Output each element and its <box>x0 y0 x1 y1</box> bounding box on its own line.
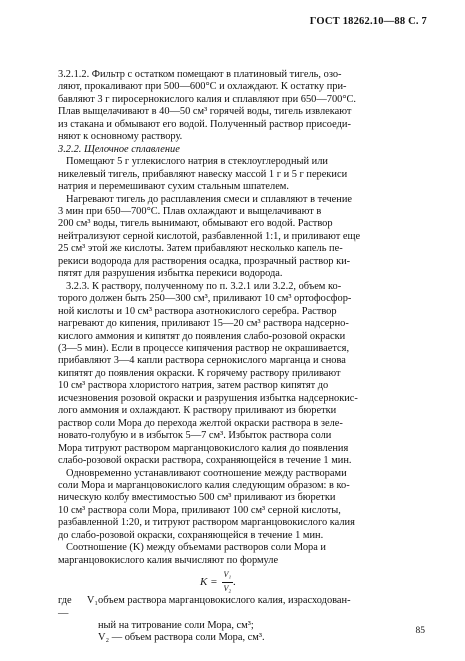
text-line: нагревают до кипения, приливают 15—20 см³ раствора надсерно- <box>58 318 349 330</box>
text-line: ляют, прокаливают при 500—600°С и охлаждают. К остатку при- <box>58 81 347 93</box>
text-line: рекиси водорода для растворения осадка, прозрачный раствор ки- <box>58 255 351 267</box>
legend-v1-text: объем раствора марганцовокислого калия, израсходован- <box>98 595 351 607</box>
text-line: соли Мора и марганцовокислого калия следующим образом: в ко- <box>58 479 350 491</box>
legend-where <box>58 595 98 620</box>
text-line: натрия и перемешивают сухим стальным шпателем. <box>58 181 289 193</box>
text-line: 10 см³ раствора хлористого натрия, затем раствор кипятят до <box>58 380 329 392</box>
text-line: ническую колбу вместимостью 500 см³ приливают из бюретки <box>58 492 336 504</box>
text-line: 200 см³ воды, тигель вынимают, обмывают его водой. Раствор <box>58 218 333 230</box>
formula-numerator: V₁ <box>222 569 234 582</box>
page-number: 85 <box>415 626 425 636</box>
text-line: слабо-розовой окраски раствора, сохраняющейся в течение 1 мин. <box>58 455 352 467</box>
text-line: Нагревают тигель до расплавления смеси и сплавляют в течение <box>66 193 353 205</box>
formula-tail: . <box>233 575 236 588</box>
text-line: пятят для разрушения избытка перекиси водорода. <box>58 268 283 280</box>
legend-v1-key: V₁ — <box>58 595 98 619</box>
text-line: 3 мин при 650—700°С. Плав охлаждают и выщелачивают в <box>58 205 322 217</box>
text-line: 3.2.1.2. Фильтр с остатком помещают в платиновый тигель, озо- <box>58 69 342 80</box>
text-line: торого должен быть 250—300 см³, приливают 10 см³ ортофосфор- <box>58 293 352 305</box>
text-line: 3.2.3. К раствору, полученному по п. 3.2.1 или 3.2.2, объем ко- <box>66 280 342 292</box>
formula-fraction <box>222 569 234 595</box>
text-line: ной кислоты и 10 см³ раствора азотнокислого серебра. Раствор <box>58 305 337 317</box>
legend-v1-cont: ный на титрование соли Мора, см³; <box>98 620 254 632</box>
text-line: из стакана и обмывают его водой. Полученный раствор присоеди- <box>58 118 351 130</box>
text-line: нейтрализуют серной кислотой, разбавленной 1:1, и приливают еще <box>58 230 361 242</box>
text-line: няют к основному раствору. <box>58 131 183 143</box>
text-line: кипятят до появления окраски. К горячему раствору приливают <box>58 367 341 379</box>
text-line: Соотношение (K) между объемами растворов соли Мора и <box>66 542 326 554</box>
text-line: прибавляют 3—4 капли раствора сернокислого марганца и снова <box>58 355 346 367</box>
text-line: исчезновения розовой окраски и разрушения избытка надсернокис- <box>58 392 358 404</box>
text-line: Помещают 5 г углекислого натрия в стеклоуглеродный или <box>66 156 328 168</box>
text-line: Мора титруют раствором марганцовокислого калия до появления <box>58 442 349 454</box>
page-header: ГОСТ 18262.10—88 С. 7 <box>309 16 427 27</box>
text-line: марганцовокислого калия вычисляют по формуле <box>58 554 279 566</box>
text-line: разбавленной 1:20, и титруют раствором марганцовокислого калия <box>58 517 355 529</box>
formula <box>200 569 236 595</box>
text-line: кислого аммония и кипятят до появления слабо-розовой окраски <box>58 330 346 342</box>
legend-where-word: где <box>58 595 72 607</box>
text-line: 10 см³ раствора соли Мора, приливают 100 см³ серной кислоты, <box>58 504 341 516</box>
section-title: 3.2.2. Щелочное сплавление <box>58 143 180 155</box>
formula-denominator: V₂ <box>223 583 232 593</box>
legend-v1 <box>58 595 428 620</box>
text-line: Плав выщелачивают в 40—50 см³ горячей воды, тигель извлекают <box>58 106 352 118</box>
legend-v2: V₂ — объем раствора соли Мора, см³. <box>98 632 265 644</box>
formula-block <box>58 567 428 595</box>
text-line: Одновременно устанавливают соотношение между растворами <box>66 467 347 479</box>
text-line: до слабо-розовой окраски, сохраняющейся в течение 1 мин. <box>58 529 324 541</box>
text-line: бавляют 3 г пиросернокислого калия и сплавляют при 650—700°С. <box>58 93 357 105</box>
text-line: (3—5 мин). Если в процессе кипячения раствор не окрашивается, <box>58 342 350 354</box>
formula-lhs: K = <box>200 575 218 588</box>
text-line: новато-голубую и в избыток 5—7 см³. Избыток раствора соли <box>58 430 332 442</box>
text-line: 25 см³ этой же кислоты. Затем прибавляют несколько капель пе- <box>58 243 343 255</box>
body-text <box>58 69 428 645</box>
text-line: раствор соли Мора до перехода желтой окраски раствора в зеле- <box>58 417 343 429</box>
text-line: лого аммония и охлаждают. К раствору приливают из бюретки <box>58 405 337 417</box>
text-line: никелевый тигель, прибавляют навеску массой 1 г и 5 г перекиси <box>58 168 348 180</box>
